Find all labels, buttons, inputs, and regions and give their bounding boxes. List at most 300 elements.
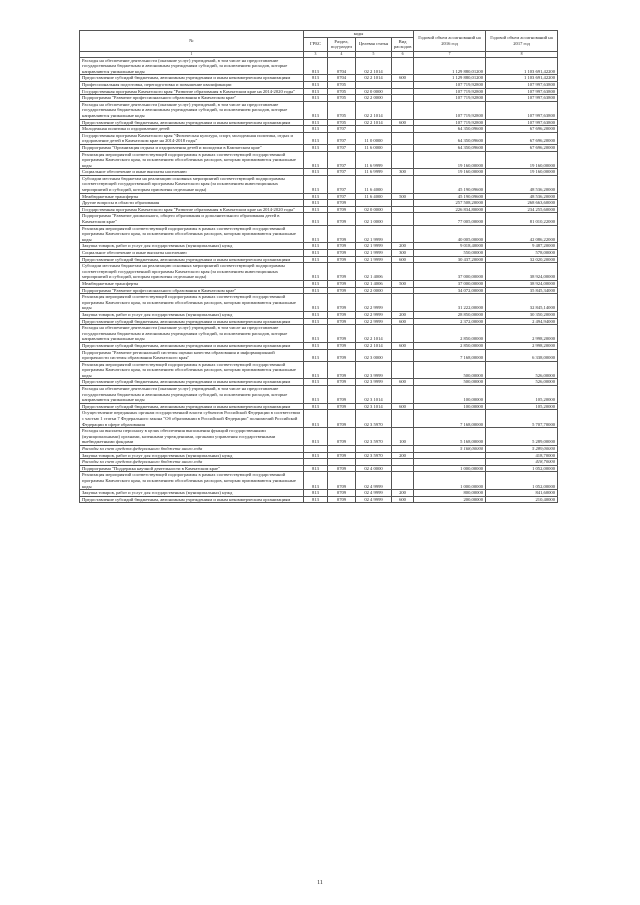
table-row bbox=[80, 95, 558, 102]
row-target-article-cell: 02 2 1014 bbox=[356, 342, 392, 349]
row-amount-2017-cell: 268 663,60000 bbox=[486, 200, 558, 207]
row-amount-2017-cell: 48 536,20000 bbox=[486, 193, 558, 200]
table-row bbox=[80, 193, 558, 200]
row-razdel-cell: 0709 bbox=[328, 452, 356, 459]
row-grbs-cell: 813 bbox=[304, 169, 328, 176]
row-name-cell: Предоставление субсидий бюджетным, автономным учреждениям и иным некоммерческим организациям bbox=[80, 342, 304, 349]
row-amount-2016-cell: 19 160,00000 bbox=[414, 151, 486, 169]
table-row bbox=[80, 342, 558, 349]
col-header-razdel: Раздел, под-раздел bbox=[328, 37, 356, 51]
row-name-cell: Реализация мероприятий соответствующей подпрограммы в рамках соответствующей государственной программы Камчатского края, за исключением обособленных расходов, которым присваиваются уникальные коды bbox=[80, 294, 304, 312]
row-expense-type-cell: 600 bbox=[392, 318, 414, 325]
row-razdel-cell: 0709 bbox=[328, 250, 356, 257]
row-razdel-cell: 0709 bbox=[328, 410, 356, 428]
row-razdel-cell: 0709 bbox=[328, 325, 356, 343]
row-target-article-cell bbox=[356, 126, 392, 133]
row-amount-2016-cell: 107 719,92800 bbox=[414, 101, 486, 119]
row-razdel-cell: 0709 bbox=[328, 496, 356, 503]
table-row bbox=[80, 75, 558, 82]
row-amount-2017-cell: 107 997,63800 bbox=[486, 81, 558, 88]
row-expense-type-cell bbox=[392, 101, 414, 119]
row-razdel-cell: 0705 bbox=[328, 81, 356, 88]
row-expense-type-cell: 600 bbox=[392, 256, 414, 263]
row-expense-type-cell bbox=[392, 446, 414, 453]
table-row bbox=[80, 280, 558, 287]
row-expense-type-cell bbox=[392, 213, 414, 225]
row-name-cell: Реализация мероприятий соответствующей подпрограммы в рамках соответствующей государственной программы Камчатского края, за исключением обособленных расходов, которым присваиваются уникальные коды bbox=[80, 472, 304, 490]
row-amount-2017-cell: 107 997,63800 bbox=[486, 88, 558, 95]
row-amount-2017-cell: 9 487,20000 bbox=[486, 243, 558, 250]
row-expense-type-cell bbox=[392, 459, 414, 466]
row-target-article-cell: 11 0 0000 bbox=[356, 132, 392, 144]
row-grbs-cell bbox=[304, 446, 328, 453]
row-target-article-cell: 02 2 0000 bbox=[356, 287, 392, 294]
column-index: 3 bbox=[304, 51, 328, 57]
table-row bbox=[80, 361, 558, 379]
row-expense-type-cell: 200 bbox=[392, 452, 414, 459]
row-amount-2017-cell: 67 696,20000 bbox=[486, 132, 558, 144]
row-amount-2016-cell: 31 222,00000 bbox=[414, 294, 486, 312]
row-name-cell: Расходы на обеспечение деятельности (оказание услуг) учреждений, в том числе на предоставление государственным бюджетным и автономным учреждениям субсидий, за исключением расходов, которые направляются уникальные коды bbox=[80, 325, 304, 343]
row-razdel-cell: 0709 bbox=[328, 403, 356, 410]
table-row bbox=[80, 88, 558, 95]
row-name-cell: Профессиональная подготовка, переподготовка и повышение квалификации bbox=[80, 81, 304, 88]
row-grbs-cell: 813 bbox=[304, 175, 328, 193]
row-grbs-cell: 813 bbox=[304, 119, 328, 126]
row-target-article-cell: 02 2 1014 bbox=[356, 57, 392, 75]
table-row bbox=[80, 325, 558, 343]
row-amount-2017-cell: 30 350,20000 bbox=[486, 311, 558, 318]
table-row bbox=[80, 57, 558, 75]
row-razdel-cell: 0705 bbox=[328, 88, 356, 95]
row-expense-type-cell: 600 bbox=[392, 379, 414, 386]
row-expense-type-cell bbox=[392, 95, 414, 102]
table-row bbox=[80, 144, 558, 151]
row-amount-2017-cell: 526,00000 bbox=[486, 361, 558, 379]
col-header-vr: Вид расходов bbox=[392, 37, 414, 51]
row-razdel-cell: 0707 bbox=[328, 144, 356, 151]
row-razdel-cell: 0709 bbox=[328, 349, 356, 361]
row-amount-2016-cell: 37 000,00000 bbox=[414, 280, 486, 287]
row-razdel-cell: 0709 bbox=[328, 280, 356, 287]
table-row bbox=[80, 256, 558, 263]
row-amount-2017-cell: 38 924,00000 bbox=[486, 280, 558, 287]
row-amount-2017-cell: 841,60000 bbox=[486, 490, 558, 497]
row-expense-type-cell bbox=[392, 410, 414, 428]
row-razdel-cell: 0709 bbox=[328, 256, 356, 263]
row-expense-type-cell bbox=[392, 200, 414, 207]
row-razdel-cell bbox=[328, 446, 356, 453]
table-row bbox=[80, 496, 558, 503]
table-row bbox=[80, 250, 558, 257]
row-amount-2017-cell: 35 845,34000 bbox=[486, 287, 558, 294]
row-grbs-cell: 813 bbox=[304, 95, 328, 102]
row-amount-2016-cell: 226 834,80000 bbox=[414, 206, 486, 213]
col-header-cs: Целевая статья bbox=[356, 37, 392, 51]
row-target-article-cell: 02 2 1014 bbox=[356, 325, 392, 343]
row-amount-2017-cell: 19 160,00000 bbox=[486, 151, 558, 169]
row-razdel-cell: 0707 bbox=[328, 126, 356, 133]
table-row bbox=[80, 465, 558, 472]
row-target-article-cell: 02 3 5970 bbox=[356, 452, 392, 459]
row-amount-2016-cell: 107 719,92800 bbox=[414, 119, 486, 126]
row-expense-type-cell bbox=[392, 361, 414, 379]
row-name-cell: Расходы на выплаты персоналу в целях обеспечения выполнения функций государственными (муниципальными) органами, казенными учреждениями, органами управления государственными внебюджетными фондами bbox=[80, 428, 304, 446]
row-amount-2017-cell: 19 160,00000 bbox=[486, 169, 558, 176]
row-grbs-cell: 813 bbox=[304, 151, 328, 169]
row-razdel-cell: 0709 bbox=[328, 311, 356, 318]
row-amount-2017-cell: 67 696,20000 bbox=[486, 144, 558, 151]
row-name-cell: Осуществление переданных органам государственной власти субъектов Российской Федерации в соответствии с частью 1 статьи 7 Федерального закона "Об образовании в Российской Федерации" полномочий Российской Федерации в сфере образования bbox=[80, 410, 304, 428]
row-expense-type-cell bbox=[392, 151, 414, 169]
column-index: 4 bbox=[328, 51, 356, 57]
row-grbs-cell: 813 bbox=[304, 294, 328, 312]
row-expense-type-cell bbox=[392, 144, 414, 151]
row-amount-2016-cell: 37 000,00000 bbox=[414, 263, 486, 281]
row-expense-type-cell bbox=[392, 465, 414, 472]
row-expense-type-cell: 600 bbox=[392, 403, 414, 410]
row-target-article-cell: 02 1 9999 bbox=[356, 250, 392, 257]
row-amount-2016-cell: 64 350,09600 bbox=[414, 144, 486, 151]
row-amount-2016-cell: 2 850,00000 bbox=[414, 325, 486, 343]
row-grbs-cell: 813 bbox=[304, 379, 328, 386]
row-name-cell: Предоставление субсидий бюджетным, автономным учреждениям и иным некоммерческим организациям bbox=[80, 496, 304, 503]
row-grbs-cell: 813 bbox=[304, 318, 328, 325]
row-target-article-cell bbox=[356, 200, 392, 207]
row-grbs-cell: 813 bbox=[304, 287, 328, 294]
row-amount-2017-cell: 418,70000 bbox=[486, 452, 558, 459]
row-razdel-cell: 0709 bbox=[328, 287, 356, 294]
row-razdel-cell: 0709 bbox=[328, 318, 356, 325]
row-amount-2017-cell: 42 086,22000 bbox=[486, 225, 558, 243]
table-row bbox=[80, 132, 558, 144]
row-name-cell: Подпрограмма "Развитие дошкольного, общего образования и дополнительного образования детей в Камчатском крае" bbox=[80, 213, 304, 225]
table-row bbox=[80, 101, 558, 119]
row-name-cell: Расходы на обеспечение деятельности (оказание услуг) учреждений, в том числе на предоставление государственным бюджетным и автономным учреждениям субсидий, за исключением расходов, которые направляются уникальные коды bbox=[80, 386, 304, 404]
row-target-article-cell: 02 4 9999 bbox=[356, 490, 392, 497]
row-razdel-cell: 0709 bbox=[328, 206, 356, 213]
row-expense-type-cell bbox=[392, 294, 414, 312]
row-target-article-cell: 02 1 9999 bbox=[356, 256, 392, 263]
row-amount-2017-cell: 578,00000 bbox=[486, 250, 558, 257]
row-target-article-cell bbox=[356, 446, 392, 453]
row-target-article-cell: 02 2 1014 bbox=[356, 101, 392, 119]
row-name-cell: Предоставление субсидий бюджетным, автономным учреждениям и иным некоммерческим организациям bbox=[80, 403, 304, 410]
col-header-name: № bbox=[80, 31, 304, 52]
row-grbs-cell: 813 bbox=[304, 144, 328, 151]
row-amount-2017-cell: 2 494,94000 bbox=[486, 318, 558, 325]
row-expense-type-cell: 600 bbox=[392, 119, 414, 126]
row-grbs-cell: 813 bbox=[304, 243, 328, 250]
row-amount-2016-cell: 800,00000 bbox=[414, 490, 486, 497]
column-index: 8 bbox=[486, 51, 558, 57]
col-header-2017: Годовой объем ассигнований на 2017 год bbox=[486, 31, 558, 52]
table-row bbox=[80, 386, 558, 404]
table-row bbox=[80, 349, 558, 361]
table-row bbox=[80, 294, 558, 312]
row-grbs-cell: 813 bbox=[304, 88, 328, 95]
row-amount-2017-cell: 1 103 691,42200 bbox=[486, 57, 558, 75]
row-grbs-cell: 813 bbox=[304, 342, 328, 349]
table-row bbox=[80, 379, 558, 386]
row-target-article-cell: 02 2 1014 bbox=[356, 75, 392, 82]
row-razdel-cell: 0707 bbox=[328, 169, 356, 176]
row-amount-2016-cell: 5 168,00000 bbox=[414, 446, 486, 453]
row-target-article-cell: 11 6 4000 bbox=[356, 175, 392, 193]
row-grbs-cell: 813 bbox=[304, 361, 328, 379]
row-razdel-cell: 0704 bbox=[328, 75, 356, 82]
row-razdel-cell: 0709 bbox=[328, 294, 356, 312]
row-amount-2016-cell: 45 190,09600 bbox=[414, 193, 486, 200]
row-razdel-cell: 0709 bbox=[328, 465, 356, 472]
row-expense-type-cell bbox=[392, 225, 414, 243]
row-grbs-cell bbox=[304, 459, 328, 466]
row-grbs-cell: 813 bbox=[304, 428, 328, 446]
row-grbs-cell: 813 bbox=[304, 81, 328, 88]
table-row bbox=[80, 243, 558, 250]
row-name-cell: Молодежная политика и оздоровление детей bbox=[80, 126, 304, 133]
row-target-article-cell: 02 2 9999 bbox=[356, 311, 392, 318]
row-grbs-cell: 813 bbox=[304, 250, 328, 257]
row-name-cell: Реализация мероприятий соответствующей подпрограммы в рамках соответствующей государственной программы Камчатского края, за исключением обособленных расходов, которым присваиваются уникальные коды bbox=[80, 361, 304, 379]
row-name-cell: Социальное обеспечение и иные выплаты населению bbox=[80, 250, 304, 257]
row-name-cell: Закупка товаров, работ и услуг для государственных (муниципальных) нужд bbox=[80, 311, 304, 318]
table-row bbox=[80, 490, 558, 497]
row-razdel-cell: 0705 bbox=[328, 95, 356, 102]
row-expense-type-cell: 500 bbox=[392, 280, 414, 287]
row-amount-2017-cell: 5 289,00000 bbox=[486, 446, 558, 453]
row-amount-2016-cell: 1 129 880,01200 bbox=[414, 57, 486, 75]
row-amount-2016-cell: 19 160,00000 bbox=[414, 169, 486, 176]
table-row bbox=[80, 206, 558, 213]
row-grbs-cell: 813 bbox=[304, 311, 328, 318]
row-razdel-cell: 0707 bbox=[328, 151, 356, 169]
row-amount-2017-cell: 418,70000 bbox=[486, 459, 558, 466]
table-row bbox=[80, 81, 558, 88]
row-amount-2017-cell: 1 052,00000 bbox=[486, 472, 558, 490]
row-amount-2016-cell: 28 850,00000 bbox=[414, 311, 486, 318]
table-row bbox=[80, 459, 558, 466]
row-target-article-cell: 02 1 4006 bbox=[356, 263, 392, 281]
row-target-article-cell: 02 3 9999 bbox=[356, 361, 392, 379]
row-amount-2016-cell: 257 508,20000 bbox=[414, 200, 486, 207]
row-expense-type-cell bbox=[392, 472, 414, 490]
row-amount-2017-cell: 210,40000 bbox=[486, 496, 558, 503]
row-expense-type-cell: 300 bbox=[392, 250, 414, 257]
row-razdel-cell: 0709 bbox=[328, 361, 356, 379]
table-row bbox=[80, 472, 558, 490]
row-expense-type-cell: 300 bbox=[392, 169, 414, 176]
row-name-cell: Подпрограмма "Развитие региональной системы оценки качества образования и информационной прозрачности системы образования Камчатского края" bbox=[80, 349, 304, 361]
row-amount-2016-cell: 100,00000 bbox=[414, 386, 486, 404]
row-amount-2017-cell: 5 707,70000 bbox=[486, 410, 558, 428]
row-grbs-cell: 813 bbox=[304, 325, 328, 343]
row-amount-2017-cell: 32 845,14000 bbox=[486, 294, 558, 312]
row-grbs-cell: 813 bbox=[304, 386, 328, 404]
row-grbs-cell: 813 bbox=[304, 256, 328, 263]
row-name-cell: Субсидии местным бюджетам на реализацию основных мероприятий соответствующей подпрограммы соответствующей государственной программы Камчатского края (за исключением инвестиционных мероприятий и субсидий, которым присвоены отдельные коды) bbox=[80, 263, 304, 281]
row-grbs-cell: 813 bbox=[304, 132, 328, 144]
row-amount-2017-cell: 107 997,63800 bbox=[486, 101, 558, 119]
row-target-article-cell bbox=[356, 81, 392, 88]
row-expense-type-cell bbox=[392, 88, 414, 95]
row-expense-type-cell bbox=[392, 81, 414, 88]
row-grbs-cell: 813 bbox=[304, 101, 328, 119]
row-grbs-cell: 813 bbox=[304, 403, 328, 410]
row-razdel-cell: 0709 bbox=[328, 428, 356, 446]
row-name-cell: Реализация мероприятий соответствующей подпрограммы в рамках соответствующей государственной программы Камчатского края, за исключением обособленных расходов, которым присваиваются уникальные коды bbox=[80, 225, 304, 243]
table-row bbox=[80, 225, 558, 243]
row-amount-2017-cell: 5 289,00000 bbox=[486, 428, 558, 446]
row-name-cell: Государственная программа Камчатского края "Развитие образования в Камчатском крае на 2014-2020 годы" bbox=[80, 206, 304, 213]
row-amount-2016-cell: 500,00000 bbox=[414, 379, 486, 386]
row-grbs-cell: 813 bbox=[304, 200, 328, 207]
row-amount-2017-cell: 32 020,20000 bbox=[486, 256, 558, 263]
row-name-cell: Межбюджетные трансферты bbox=[80, 280, 304, 287]
row-amount-2017-cell: 81 010,22000 bbox=[486, 213, 558, 225]
row-expense-type-cell: 200 bbox=[392, 243, 414, 250]
row-amount-2017-cell: 526,00000 bbox=[486, 379, 558, 386]
table-row bbox=[80, 452, 558, 459]
row-amount-2016-cell: 100,00000 bbox=[414, 403, 486, 410]
row-amount-2017-cell: 105,20000 bbox=[486, 386, 558, 404]
row-razdel-cell: 0707 bbox=[328, 175, 356, 193]
row-expense-type-cell: 200 bbox=[392, 490, 414, 497]
row-amount-2016-cell: 550,00000 bbox=[414, 250, 486, 257]
row-amount-2016-cell: 200,00000 bbox=[414, 496, 486, 503]
row-amount-2016-cell: 107 719,92800 bbox=[414, 81, 486, 88]
row-target-article-cell: 02 4 0000 bbox=[356, 465, 392, 472]
row-amount-2016-cell: 40 005,00000 bbox=[414, 225, 486, 243]
table-row bbox=[80, 410, 558, 428]
table-row bbox=[80, 169, 558, 176]
row-name-cell: Расходы на обеспечение деятельности (оказание услуг) учреждений, в том числе на предоставление государственным бюджетным и автономным учреждениям субсидий, за исключением расходов, которые направляются уникальные коды bbox=[80, 57, 304, 75]
row-grbs-cell: 813 bbox=[304, 193, 328, 200]
row-target-article-cell: 02 2 9999 bbox=[356, 294, 392, 312]
row-grbs-cell: 813 bbox=[304, 452, 328, 459]
row-amount-2017-cell: 6 338,00000 bbox=[486, 349, 558, 361]
row-amount-2017-cell: 1 052,00000 bbox=[486, 465, 558, 472]
row-name-cell: Другие вопросы в области образования bbox=[80, 200, 304, 207]
row-target-article-cell: 11 6 9999 bbox=[356, 169, 392, 176]
row-name-cell: Подпрограмма "Развитие профессионального образования в Камчатском крае" bbox=[80, 95, 304, 102]
row-grbs-cell: 813 bbox=[304, 472, 328, 490]
row-grbs-cell: 813 bbox=[304, 57, 328, 75]
row-expense-type-cell bbox=[392, 175, 414, 193]
row-name-cell: Субсидии местным бюджетам на реализацию основных мероприятий соответствующей подпрограммы соответствующей государственной программы Камчатского края (за исключением инвестиционных мероприятий и субсидий, которым присвоены отдельные коды) bbox=[80, 175, 304, 193]
row-target-article-cell: 02 0 0000 bbox=[356, 88, 392, 95]
row-razdel-cell: 0709 bbox=[328, 379, 356, 386]
row-amount-2016-cell: 64 350,09600 bbox=[414, 132, 486, 144]
row-grbs-cell: 813 bbox=[304, 496, 328, 503]
row-target-article-cell: 02 1 0000 bbox=[356, 213, 392, 225]
row-expense-type-cell bbox=[392, 57, 414, 75]
row-name-cell: Закупка товаров, работ и услуг для государственных (муниципальных) нужд bbox=[80, 452, 304, 459]
row-razdel-cell: 0707 bbox=[328, 132, 356, 144]
row-expense-type-cell bbox=[392, 287, 414, 294]
row-razdel-cell: 0709 bbox=[328, 243, 356, 250]
row-expense-type-cell bbox=[392, 132, 414, 144]
col-header-codes: коды bbox=[304, 31, 414, 38]
row-amount-2016-cell: 5 168,00000 bbox=[414, 428, 486, 446]
row-amount-2016-cell: 7 168,00000 bbox=[414, 410, 486, 428]
row-target-article-cell: 11 6 4000 bbox=[356, 193, 392, 200]
row-expense-type-cell bbox=[392, 349, 414, 361]
table-row bbox=[80, 311, 558, 318]
row-grbs-cell: 813 bbox=[304, 126, 328, 133]
row-target-article-cell: 02 1 9999 bbox=[356, 243, 392, 250]
row-razdel-cell: 0709 bbox=[328, 200, 356, 207]
column-index: 6 bbox=[392, 51, 414, 57]
row-amount-2017-cell: 234 255,60000 bbox=[486, 206, 558, 213]
column-index: 5 bbox=[356, 51, 392, 57]
row-grbs-cell: 813 bbox=[304, 465, 328, 472]
row-razdel-cell: 0709 bbox=[328, 225, 356, 243]
row-name-cell: Закупка товаров, работ и услуг для государственных (муниципальных) нужд bbox=[80, 490, 304, 497]
table-row bbox=[80, 119, 558, 126]
row-expense-type-cell: 600 bbox=[392, 342, 414, 349]
row-expense-type-cell: 600 bbox=[392, 75, 414, 82]
col-header-grbs: ГРБС bbox=[304, 37, 328, 51]
row-razdel-cell: 0704 bbox=[328, 57, 356, 75]
row-expense-type-cell: 100 bbox=[392, 428, 414, 446]
row-grbs-cell: 813 bbox=[304, 263, 328, 281]
table-row bbox=[80, 213, 558, 225]
table-row bbox=[80, 403, 558, 410]
table-row bbox=[80, 175, 558, 193]
row-amount-2017-cell: 48 536,20000 bbox=[486, 175, 558, 193]
row-name-cell: Государственная программа Камчатского края "Развитие образования в Камчатском крае на 2014-2020 годы" bbox=[80, 88, 304, 95]
page-number: 11 bbox=[317, 880, 323, 886]
row-amount-2017-cell: 107 997,63800 bbox=[486, 119, 558, 126]
row-target-article-cell: 02 4 9999 bbox=[356, 496, 392, 503]
row-name-cell: Межбюджетные трансферты bbox=[80, 193, 304, 200]
row-grbs-cell: 813 bbox=[304, 225, 328, 243]
row-target-article-cell: 02 3 1014 bbox=[356, 403, 392, 410]
row-expense-type-cell bbox=[392, 386, 414, 404]
row-razdel-cell: 0709 bbox=[328, 472, 356, 490]
row-razdel-cell: 0705 bbox=[328, 119, 356, 126]
row-amount-2017-cell: 2 998,20000 bbox=[486, 325, 558, 343]
row-amount-2017-cell: 1 103 691,42200 bbox=[486, 75, 558, 82]
row-amount-2016-cell: 107 719,92800 bbox=[414, 88, 486, 95]
row-amount-2016-cell: 2 850,00000 bbox=[414, 342, 486, 349]
row-amount-2016-cell: 1 129 880,01200 bbox=[414, 75, 486, 82]
row-grbs-cell: 813 bbox=[304, 75, 328, 82]
row-name-cell: Предоставление субсидий бюджетным, автономным учреждениям и иным некоммерческим организациям bbox=[80, 75, 304, 82]
row-target-article-cell: 02 3 1014 bbox=[356, 386, 392, 404]
table-row bbox=[80, 287, 558, 294]
row-expense-type-cell bbox=[392, 126, 414, 133]
row-amount-2016-cell: 30 437,20000 bbox=[414, 256, 486, 263]
row-name-cell: Подпрограмма "Поддержка научной деятельности в Камчатском крае" bbox=[80, 465, 304, 472]
row-expense-type-cell: 500 bbox=[392, 193, 414, 200]
table-row bbox=[80, 126, 558, 133]
row-target-article-cell: 02 3 5970 bbox=[356, 410, 392, 428]
row-razdel-cell: 0709 bbox=[328, 263, 356, 281]
table-row bbox=[80, 151, 558, 169]
row-amount-2016-cell: 45 190,09600 bbox=[414, 175, 486, 193]
row-target-article-cell: 02 3 9999 bbox=[356, 379, 392, 386]
row-razdel-cell: 0709 bbox=[328, 490, 356, 497]
row-target-article-cell: 02 2 1014 bbox=[356, 119, 392, 126]
row-amount-2016-cell bbox=[414, 452, 486, 459]
row-expense-type-cell bbox=[392, 263, 414, 281]
row-razdel-cell: 0707 bbox=[328, 193, 356, 200]
row-razdel-cell: 0709 bbox=[328, 213, 356, 225]
header-row-1 bbox=[80, 31, 558, 38]
row-target-article-cell: 02 1 4006 bbox=[356, 280, 392, 287]
